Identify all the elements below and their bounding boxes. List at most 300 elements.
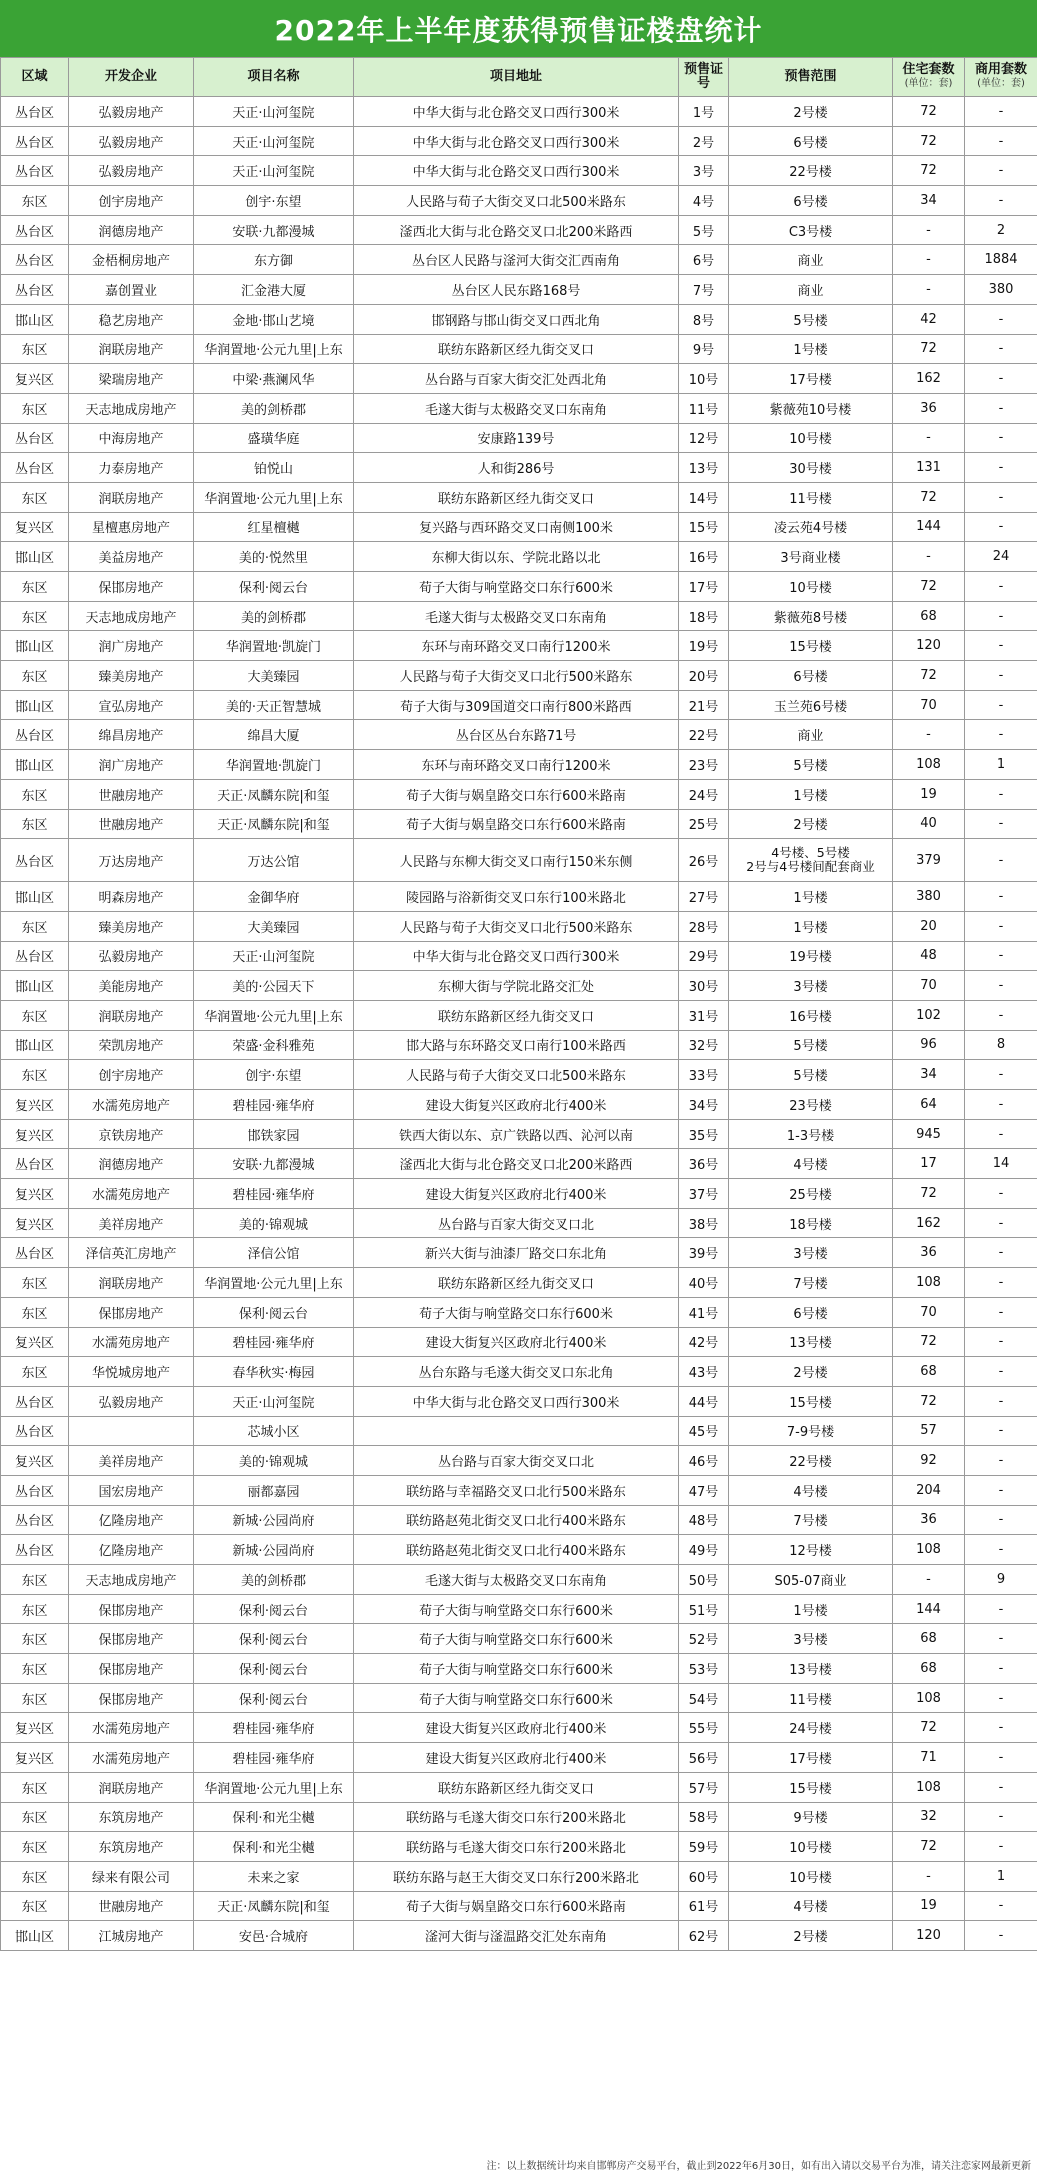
cell-scope: 22号楼 xyxy=(729,156,893,186)
cell-project: 铂悦山 xyxy=(194,453,354,483)
cell-residential: 68 xyxy=(893,1357,965,1387)
cell-developer: 天志地成房地产 xyxy=(69,393,194,423)
cell-address: 丛台东路与毛遂大街交叉口东北角 xyxy=(354,1357,679,1387)
cell-address: 新兴大街与油漆厂路交口东北角 xyxy=(354,1238,679,1268)
cell-developer: 万达房地产 xyxy=(69,839,194,882)
cell-commercial: - xyxy=(965,1594,1037,1624)
table-row xyxy=(1,1000,1037,1030)
cell-permit-no: 2号 xyxy=(679,126,729,156)
cell-scope: 商业 xyxy=(729,245,893,275)
cell-scope: 商业 xyxy=(729,720,893,750)
cell-developer: 绿来有限公司 xyxy=(69,1861,194,1891)
cell-scope: 11号楼 xyxy=(729,482,893,512)
cell-developer: 东筑房地产 xyxy=(69,1802,194,1832)
cell-district: 丛台区 xyxy=(1,275,69,305)
cell-permit-no: 56号 xyxy=(679,1743,729,1773)
table-row xyxy=(1,941,1037,971)
cell-permit-no: 37号 xyxy=(679,1179,729,1209)
cell-scope: 7号楼 xyxy=(729,1268,893,1298)
cell-address: 中华大街与北仓路交叉口西行300米 xyxy=(354,126,679,156)
cell-address: 滏西北大街与北仓路交叉口北200米路西 xyxy=(354,1149,679,1179)
cell-developer: 亿隆房地产 xyxy=(69,1535,194,1565)
cell-district: 丛台区 xyxy=(1,1238,69,1268)
cell-developer: 保邯房地产 xyxy=(69,1654,194,1684)
cell-residential: - xyxy=(893,215,965,245)
cell-district: 东区 xyxy=(1,1268,69,1298)
cell-scope: 13号楼 xyxy=(729,1327,893,1357)
header-residential-unit: (单位：套) xyxy=(904,78,953,89)
cell-residential: 40 xyxy=(893,809,965,839)
cell-residential: 96 xyxy=(893,1030,965,1060)
cell-permit-no: 27号 xyxy=(679,882,729,912)
table-row xyxy=(1,1832,1037,1862)
table-row xyxy=(1,1683,1037,1713)
cell-developer: 金梧桐房地产 xyxy=(69,245,194,275)
cell-commercial: - xyxy=(965,631,1037,661)
cell-commercial: - xyxy=(965,1060,1037,1090)
cell-commercial: - xyxy=(965,661,1037,691)
cell-commercial: - xyxy=(965,1268,1037,1298)
cell-developer: 润广房地产 xyxy=(69,750,194,780)
cell-residential: 72 xyxy=(893,482,965,512)
cell-address: 联纺路与毛遂大街交口东行200米路北 xyxy=(354,1802,679,1832)
cell-residential: 162 xyxy=(893,1208,965,1238)
cell-developer: 世融房地产 xyxy=(69,1891,194,1921)
table-row xyxy=(1,750,1037,780)
cell-district: 丛台区 xyxy=(1,245,69,275)
cell-scope: 4号楼 xyxy=(729,1475,893,1505)
cell-developer: 美益房地产 xyxy=(69,542,194,572)
cell-permit-no: 55号 xyxy=(679,1713,729,1743)
cell-developer: 水濡苑房地产 xyxy=(69,1327,194,1357)
cell-permit-no: 17号 xyxy=(679,572,729,602)
cell-project: 华润置地·公元九里|上东 xyxy=(194,334,354,364)
cell-district: 复兴区 xyxy=(1,1119,69,1149)
cell-developer: 润联房地产 xyxy=(69,482,194,512)
cell-permit-no: 52号 xyxy=(679,1624,729,1654)
cell-commercial: - xyxy=(965,1000,1037,1030)
cell-address: 滏西北大街与北仓路交叉口北200米路西 xyxy=(354,215,679,245)
cell-scope: 1号楼 xyxy=(729,882,893,912)
cell-district: 东区 xyxy=(1,1060,69,1090)
cell-project: 华润置地·公元九里|上东 xyxy=(194,1268,354,1298)
cell-permit-no: 7号 xyxy=(679,275,729,305)
cell-commercial: - xyxy=(965,423,1037,453)
cell-district: 丛台区 xyxy=(1,941,69,971)
table-row xyxy=(1,1772,1037,1802)
cell-address: 荀子大街与响堂路交口东行600米 xyxy=(354,1624,679,1654)
cell-address: 丛台区丛台东路71号 xyxy=(354,720,679,750)
cell-scope: 24号楼 xyxy=(729,1713,893,1743)
cell-project: 创宇·东望 xyxy=(194,1060,354,1090)
cell-commercial: - xyxy=(965,1624,1037,1654)
cell-commercial: - xyxy=(965,364,1037,394)
table-row xyxy=(1,572,1037,602)
cell-permit-no: 9号 xyxy=(679,334,729,364)
cell-permit-no: 11号 xyxy=(679,393,729,423)
cell-address: 联纺路赵苑北街交叉口北行400米路东 xyxy=(354,1505,679,1535)
table-row xyxy=(1,1090,1037,1120)
cell-residential: 102 xyxy=(893,1000,965,1030)
cell-scope: 3号楼 xyxy=(729,1238,893,1268)
cell-developer: 创宇房地产 xyxy=(69,1060,194,1090)
cell-scope: 19号楼 xyxy=(729,941,893,971)
cell-residential: 72 xyxy=(893,1713,965,1743)
cell-scope: 18号楼 xyxy=(729,1208,893,1238)
table-row xyxy=(1,393,1037,423)
cell-residential: 32 xyxy=(893,1802,965,1832)
table-row xyxy=(1,1802,1037,1832)
cell-project: 天正·山河玺院 xyxy=(194,1386,354,1416)
cell-scope: 3号楼 xyxy=(729,1624,893,1654)
cell-address: 荀子大街与响堂路交口东行600米 xyxy=(354,1297,679,1327)
cell-project: 美的·悦然里 xyxy=(194,542,354,572)
table-row xyxy=(1,1891,1037,1921)
cell-project: 中梁·燕澜风华 xyxy=(194,364,354,394)
cell-residential: 36 xyxy=(893,1505,965,1535)
cell-scope: 4号楼、5号楼 2号与4号楼间配套商业 xyxy=(729,839,893,882)
table-header xyxy=(1,58,1037,97)
table-row xyxy=(1,334,1037,364)
cell-address: 东柳大街以东、学院北路以北 xyxy=(354,542,679,572)
cell-project: 新城·公园尚府 xyxy=(194,1505,354,1535)
cell-permit-no: 26号 xyxy=(679,839,729,882)
table-row xyxy=(1,839,1037,882)
cell-project: 安联·九都漫城 xyxy=(194,215,354,245)
table-row xyxy=(1,1179,1037,1209)
cell-commercial: - xyxy=(965,720,1037,750)
cell-address: 铁西大街以东、京广铁路以西、沁河以南 xyxy=(354,1119,679,1149)
cell-scope: 玉兰苑6号楼 xyxy=(729,690,893,720)
cell-address: 荀子大街与响堂路交口东行600米 xyxy=(354,1683,679,1713)
cell-scope: 1号楼 xyxy=(729,1594,893,1624)
table-row xyxy=(1,1238,1037,1268)
cell-address: 安康路139号 xyxy=(354,423,679,453)
cell-project: 泽信公馆 xyxy=(194,1238,354,1268)
cell-residential: 72 xyxy=(893,661,965,691)
cell-address: 毛遂大街与太极路交叉口东南角 xyxy=(354,393,679,423)
cell-developer: 泽信英汇房地产 xyxy=(69,1238,194,1268)
cell-address: 荀子大街与响堂路交口东行600米 xyxy=(354,572,679,602)
cell-project: 天正·山河玺院 xyxy=(194,126,354,156)
cell-project: 美的·公园天下 xyxy=(194,971,354,1001)
cell-residential: 68 xyxy=(893,1654,965,1684)
cell-commercial: - xyxy=(965,1535,1037,1565)
cell-residential: 70 xyxy=(893,1297,965,1327)
cell-commercial: 1 xyxy=(965,750,1037,780)
cell-commercial: - xyxy=(965,809,1037,839)
cell-district: 邯山区 xyxy=(1,750,69,780)
cell-address: 建设大街复兴区政府北行400米 xyxy=(354,1713,679,1743)
table-row xyxy=(1,1565,1037,1595)
cell-scope: 紫薇苑10号楼 xyxy=(729,393,893,423)
cell-district: 东区 xyxy=(1,572,69,602)
cell-address: 中华大街与北仓路交叉口西行300米 xyxy=(354,156,679,186)
cell-residential: 144 xyxy=(893,1594,965,1624)
cell-scope: 6号楼 xyxy=(729,661,893,691)
cell-residential: 204 xyxy=(893,1475,965,1505)
cell-address: 中华大街与北仓路交叉口西行300米 xyxy=(354,941,679,971)
cell-project: 汇金港大厦 xyxy=(194,275,354,305)
cell-developer: 力泰房地产 xyxy=(69,453,194,483)
cell-residential: 108 xyxy=(893,1683,965,1713)
cell-commercial: 14 xyxy=(965,1149,1037,1179)
cell-scope: 6号楼 xyxy=(729,126,893,156)
table-row xyxy=(1,156,1037,186)
cell-permit-no: 1号 xyxy=(679,97,729,127)
cell-district: 东区 xyxy=(1,393,69,423)
cell-permit-no: 22号 xyxy=(679,720,729,750)
cell-project: 保利·和光尘樾 xyxy=(194,1832,354,1862)
cell-developer: 保邯房地产 xyxy=(69,1683,194,1713)
cell-address: 荀子大街与娲皇路交口东行600米路南 xyxy=(354,809,679,839)
cell-project: 保利·阅云台 xyxy=(194,1297,354,1327)
cell-project: 邯铁家园 xyxy=(194,1119,354,1149)
table-row xyxy=(1,542,1037,572)
cell-district: 复兴区 xyxy=(1,364,69,394)
cell-developer: 水濡苑房地产 xyxy=(69,1743,194,1773)
cell-residential: 17 xyxy=(893,1149,965,1179)
cell-permit-no: 61号 xyxy=(679,1891,729,1921)
cell-developer: 润广房地产 xyxy=(69,631,194,661)
table-row xyxy=(1,779,1037,809)
cell-developer: 京铁房地产 xyxy=(69,1119,194,1149)
cell-scope: 25号楼 xyxy=(729,1179,893,1209)
cell-residential: 20 xyxy=(893,911,965,941)
cell-scope: 10号楼 xyxy=(729,1861,893,1891)
cell-project: 芯城小区 xyxy=(194,1416,354,1446)
table-row xyxy=(1,482,1037,512)
cell-address: 丛台路与百家大街交叉口北 xyxy=(354,1446,679,1476)
cell-address: 人民路与荀子大街交叉口北500米路东 xyxy=(354,1060,679,1090)
cell-permit-no: 30号 xyxy=(679,971,729,1001)
cell-permit-no: 5号 xyxy=(679,215,729,245)
cell-address: 东环与南环路交叉口南行1200米 xyxy=(354,631,679,661)
cell-address: 建设大街复兴区政府北行400米 xyxy=(354,1743,679,1773)
cell-developer: 绵昌房地产 xyxy=(69,720,194,750)
cell-residential: 70 xyxy=(893,971,965,1001)
cell-permit-no: 50号 xyxy=(679,1565,729,1595)
cell-district: 邯山区 xyxy=(1,971,69,1001)
cell-address: 人民路与荀子大街交叉口北500米路东 xyxy=(354,186,679,216)
cell-commercial: - xyxy=(965,1475,1037,1505)
table-row xyxy=(1,882,1037,912)
cell-permit-no: 33号 xyxy=(679,1060,729,1090)
cell-developer: 稳艺房地产 xyxy=(69,304,194,334)
table-row xyxy=(1,911,1037,941)
cell-project: 创宇·东望 xyxy=(194,186,354,216)
cell-project: 美的·天正智慧城 xyxy=(194,690,354,720)
cell-developer xyxy=(69,1416,194,1446)
cell-address xyxy=(354,1416,679,1446)
cell-address: 陵园路与浴新街交叉口东行100米路北 xyxy=(354,882,679,912)
cell-residential: - xyxy=(893,423,965,453)
cell-residential: 131 xyxy=(893,453,965,483)
cell-commercial: - xyxy=(965,1119,1037,1149)
cell-developer: 梁瑞房地产 xyxy=(69,364,194,394)
cell-scope: 3号楼 xyxy=(729,971,893,1001)
cell-project: 安邑·合城府 xyxy=(194,1921,354,1951)
cell-project: 春华秋实·梅园 xyxy=(194,1357,354,1387)
cell-permit-no: 14号 xyxy=(679,482,729,512)
cell-permit-no: 35号 xyxy=(679,1119,729,1149)
cell-scope: 12号楼 xyxy=(729,1535,893,1565)
cell-residential: 120 xyxy=(893,1921,965,1951)
cell-residential: - xyxy=(893,720,965,750)
cell-permit-no: 45号 xyxy=(679,1416,729,1446)
cell-scope: 2号楼 xyxy=(729,809,893,839)
table-row xyxy=(1,631,1037,661)
cell-scope: 2号楼 xyxy=(729,1357,893,1387)
cell-residential: 72 xyxy=(893,572,965,602)
cell-commercial: - xyxy=(965,1921,1037,1951)
cell-permit-no: 13号 xyxy=(679,453,729,483)
cell-scope: 7号楼 xyxy=(729,1505,893,1535)
cell-permit-no: 32号 xyxy=(679,1030,729,1060)
cell-scope: 5号楼 xyxy=(729,750,893,780)
cell-project: 保利·阅云台 xyxy=(194,1594,354,1624)
cell-developer: 润德房地产 xyxy=(69,215,194,245)
header-residential xyxy=(893,58,965,97)
cell-project: 荣盛·金科雅苑 xyxy=(194,1030,354,1060)
cell-district: 东区 xyxy=(1,186,69,216)
cell-project: 红星檀樾 xyxy=(194,512,354,542)
cell-commercial: 380 xyxy=(965,275,1037,305)
cell-commercial: - xyxy=(965,393,1037,423)
cell-scope: 17号楼 xyxy=(729,364,893,394)
cell-residential: 68 xyxy=(893,1624,965,1654)
cell-commercial: - xyxy=(965,911,1037,941)
cell-scope: 23号楼 xyxy=(729,1090,893,1120)
cell-permit-no: 42号 xyxy=(679,1327,729,1357)
cell-address: 人和街286号 xyxy=(354,453,679,483)
header-scope: 预售范围 xyxy=(729,58,893,97)
cell-district: 东区 xyxy=(1,779,69,809)
cell-address: 荀子大街与309国道交口南行800米路西 xyxy=(354,690,679,720)
cell-district: 东区 xyxy=(1,1654,69,1684)
cell-commercial: 9 xyxy=(965,1565,1037,1595)
cell-commercial: 1 xyxy=(965,1861,1037,1891)
cell-project: 天正·凤麟东院|和玺 xyxy=(194,809,354,839)
cell-developer: 世融房地产 xyxy=(69,779,194,809)
cell-developer: 润德房地产 xyxy=(69,1149,194,1179)
cell-residential: 120 xyxy=(893,631,965,661)
cell-residential: - xyxy=(893,1565,965,1595)
cell-scope: 4号楼 xyxy=(729,1149,893,1179)
cell-district: 东区 xyxy=(1,482,69,512)
cell-commercial: - xyxy=(965,1772,1037,1802)
cell-residential: 144 xyxy=(893,512,965,542)
cell-developer: 润联房地产 xyxy=(69,1772,194,1802)
cell-district: 复兴区 xyxy=(1,512,69,542)
cell-project: 华润置地·公元九里|上东 xyxy=(194,1772,354,1802)
cell-developer: 弘毅房地产 xyxy=(69,97,194,127)
cell-residential: 72 xyxy=(893,97,965,127)
cell-commercial: - xyxy=(965,1238,1037,1268)
cell-residential: 72 xyxy=(893,334,965,364)
cell-project: 碧桂园·雍华府 xyxy=(194,1327,354,1357)
cell-permit-no: 58号 xyxy=(679,1802,729,1832)
cell-district: 东区 xyxy=(1,1861,69,1891)
table-row xyxy=(1,245,1037,275)
table-row xyxy=(1,512,1037,542)
cell-district: 复兴区 xyxy=(1,1327,69,1357)
cell-permit-no: 12号 xyxy=(679,423,729,453)
cell-address: 联纺东路新区经九街交叉口 xyxy=(354,482,679,512)
cell-scope: 6号楼 xyxy=(729,1297,893,1327)
cell-district: 丛台区 xyxy=(1,1416,69,1446)
cell-project: 保利·阅云台 xyxy=(194,1624,354,1654)
cell-project: 美的剑桥郡 xyxy=(194,1565,354,1595)
cell-commercial: - xyxy=(965,1832,1037,1862)
header-project: 项目名称 xyxy=(194,58,354,97)
cell-developer: 水濡苑房地产 xyxy=(69,1090,194,1120)
cell-district: 丛台区 xyxy=(1,423,69,453)
header-commercial xyxy=(965,58,1037,97)
cell-district: 邯山区 xyxy=(1,1921,69,1951)
cell-district: 复兴区 xyxy=(1,1208,69,1238)
cell-project: 华润置地·公元九里|上东 xyxy=(194,1000,354,1030)
cell-address: 建设大街复兴区政府北行400米 xyxy=(354,1090,679,1120)
cell-residential: 71 xyxy=(893,1743,965,1773)
cell-commercial: - xyxy=(965,453,1037,483)
cell-permit-no: 47号 xyxy=(679,1475,729,1505)
presale-table xyxy=(0,57,1037,1951)
table-row xyxy=(1,304,1037,334)
cell-project: 美的·锦观城 xyxy=(194,1208,354,1238)
cell-residential: 108 xyxy=(893,1535,965,1565)
cell-permit-no: 4号 xyxy=(679,186,729,216)
cell-scope: 紫薇苑8号楼 xyxy=(729,601,893,631)
cell-scope: 13号楼 xyxy=(729,1654,893,1684)
cell-address: 荀子大街与响堂路交口东行600米 xyxy=(354,1594,679,1624)
cell-permit-no: 43号 xyxy=(679,1357,729,1387)
header-district: 区域 xyxy=(1,58,69,97)
cell-district: 丛台区 xyxy=(1,215,69,245)
cell-scope: 15号楼 xyxy=(729,1772,893,1802)
table-row xyxy=(1,1297,1037,1327)
cell-address: 毛遂大街与太极路交叉口东南角 xyxy=(354,601,679,631)
cell-commercial: 1884 xyxy=(965,245,1037,275)
cell-scope: 11号楼 xyxy=(729,1683,893,1713)
cell-scope: 1号楼 xyxy=(729,779,893,809)
cell-permit-no: 16号 xyxy=(679,542,729,572)
cell-project: 碧桂园·雍华府 xyxy=(194,1713,354,1743)
cell-address: 联纺东路新区经九街交叉口 xyxy=(354,334,679,364)
cell-address: 联纺路与幸福路交叉口北行500米路东 xyxy=(354,1475,679,1505)
cell-developer: 东筑房地产 xyxy=(69,1832,194,1862)
cell-project: 盛璜华庭 xyxy=(194,423,354,453)
cell-commercial: - xyxy=(965,941,1037,971)
cell-district: 丛台区 xyxy=(1,126,69,156)
cell-district: 复兴区 xyxy=(1,1446,69,1476)
cell-address: 丛台路与百家大街交汇处西北角 xyxy=(354,364,679,394)
cell-developer: 美祥房地产 xyxy=(69,1446,194,1476)
cell-permit-no: 28号 xyxy=(679,911,729,941)
cell-address: 联纺东路新区经九街交叉口 xyxy=(354,1000,679,1030)
cell-scope: 17号楼 xyxy=(729,1743,893,1773)
cell-permit-no: 8号 xyxy=(679,304,729,334)
table-row xyxy=(1,971,1037,1001)
cell-project: 华润置地·公元九里|上东 xyxy=(194,482,354,512)
cell-commercial: - xyxy=(965,882,1037,912)
cell-project: 大美臻园 xyxy=(194,911,354,941)
cell-district: 丛台区 xyxy=(1,453,69,483)
cell-permit-no: 34号 xyxy=(679,1090,729,1120)
cell-project: 华润置地·凯旋门 xyxy=(194,750,354,780)
table-row xyxy=(1,720,1037,750)
cell-address: 联纺路赵苑北街交叉口北行400米路东 xyxy=(354,1535,679,1565)
